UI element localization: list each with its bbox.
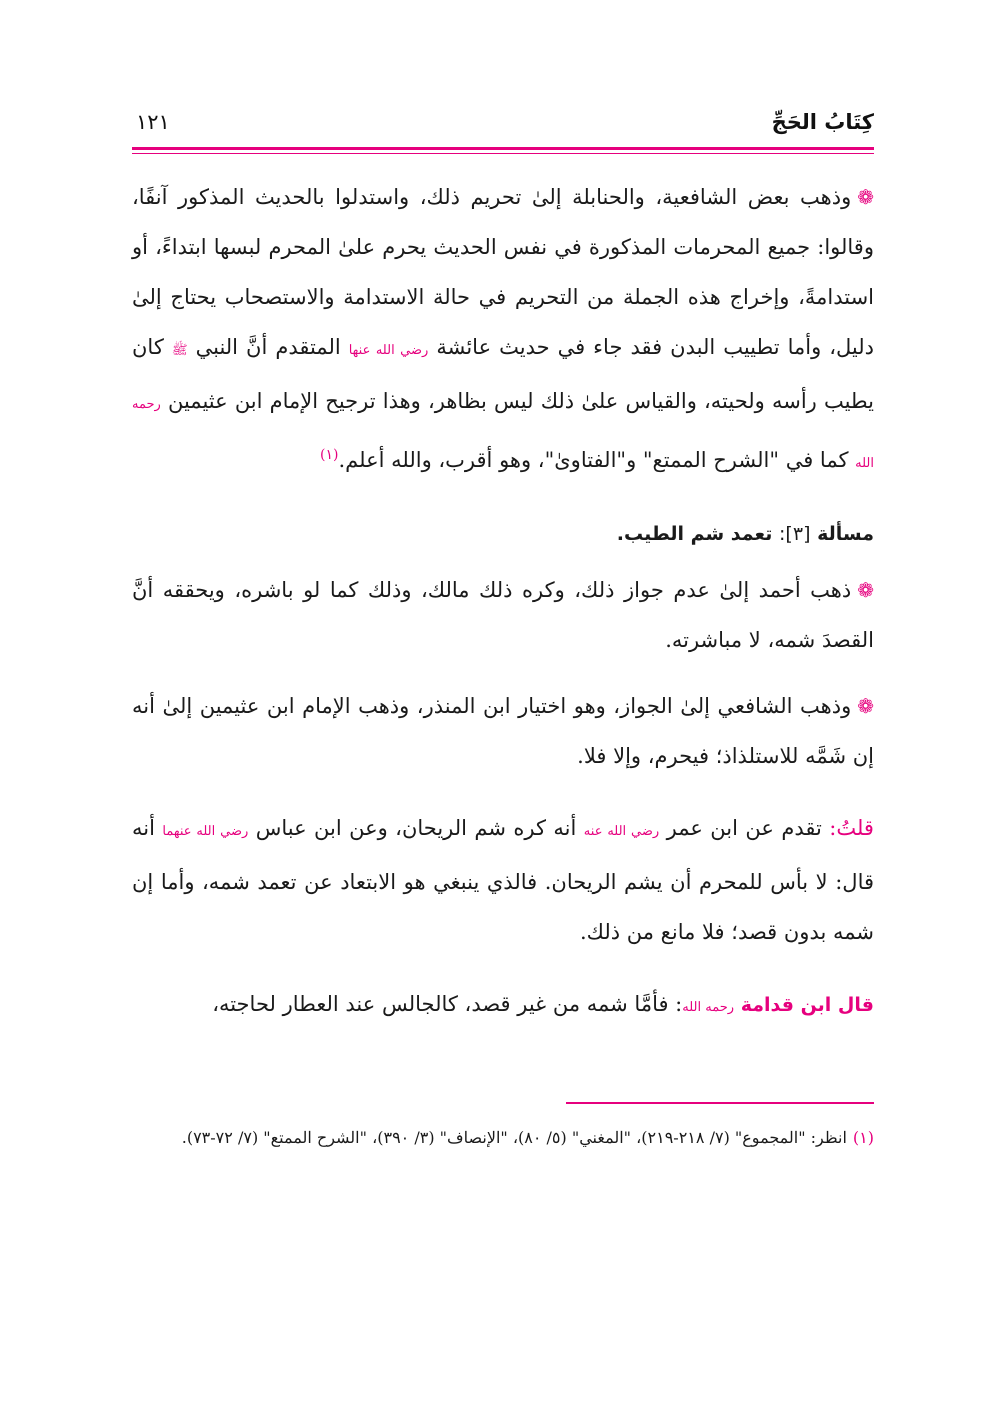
chapter-title: كِتَابُ الحَجِّ bbox=[771, 110, 874, 134]
footnote-reference[interactable]: (١) bbox=[320, 447, 339, 463]
paragraph-2 bbox=[132, 565, 874, 665]
speaker-ibn-qudamah: قال ابن قدامة bbox=[740, 994, 874, 1016]
header-rule-thick bbox=[132, 147, 874, 150]
paragraph-4 bbox=[132, 803, 874, 957]
running-header bbox=[132, 100, 874, 146]
honorific-radiya-anha: رضي الله عنها bbox=[348, 343, 429, 358]
paragraph-4-text-c: أنه قال: لا بأس للمحرم أن يشم الريحان. فالذي ينبغي هو الابتعاد عن تعمد شمه، وأما إن شمه بدون قصد؛ فلا مانع من ذلك. bbox=[132, 816, 874, 944]
flower-icon: ❁ bbox=[857, 578, 874, 602]
paragraph-5-text: : فأمَّا شمه من غير قصد، كالجالس عند العطار لحاجته، bbox=[212, 992, 683, 1016]
flower-icon: ❁ bbox=[857, 185, 874, 209]
book-page bbox=[132, 100, 874, 1310]
paragraph-1-text-c: كان يطيب رأسه ولحيته، والقياس علىٰ ذلك ليس بظاهر، وهذا ترجيح الإمام ابن عثيمين bbox=[132, 335, 874, 413]
honorific-rahimahu: رحمه الله bbox=[682, 1000, 735, 1015]
issue-number: [٣]: bbox=[779, 523, 811, 545]
flower-icon: ❁ bbox=[857, 694, 874, 718]
paragraph-5 bbox=[132, 979, 874, 1033]
paragraph-1-text-d: كما في "الشرح الممتع" و"الفتاوىٰ"، وهو أقرب، والله أعلم. bbox=[338, 448, 849, 472]
footnote-number: (١) bbox=[852, 1128, 874, 1147]
footnote-text: انظر: "المجموع" (٧/ ٢١٨-٢١٩)، "المغني" (٥/ ٨٠)، "الإنصاف" (٣/ ٣٩٠)، "الشرح الممتع" (٧/ ٧٢-٧٣). bbox=[181, 1128, 847, 1147]
issue-title: تعمد شم الطيب. bbox=[616, 523, 773, 545]
paragraph-4-text-b: أنه كره شم الريحان، وعن ابن عباس bbox=[255, 816, 577, 840]
qultu-label: قلتُ: bbox=[829, 816, 874, 840]
paragraph-1 bbox=[132, 172, 874, 489]
honorific-rahimahu: رحمه الله bbox=[132, 397, 874, 471]
paragraph-3 bbox=[132, 681, 874, 781]
page-number: ١٢١ bbox=[136, 110, 170, 134]
honorific-radiya-anhu: رضي الله عنه bbox=[583, 824, 660, 839]
footnote-separator bbox=[566, 1102, 874, 1104]
issue-heading bbox=[132, 517, 874, 551]
page-body bbox=[132, 172, 874, 1033]
issue-label: مسألة bbox=[817, 523, 874, 545]
paragraph-2-text: ذهب أحمد إلىٰ عدم جواز ذلك، وكره ذلك مالك، وذلك كما لو باشره، ويحققه أنَّ القصدَ شمه، لا مباشرته. bbox=[132, 578, 874, 652]
honorific-radiya-anhuma: رضي الله عنهما bbox=[162, 824, 249, 839]
paragraph-3-text: وذهب الشافعي إلىٰ الجواز، وهو اختيار ابن المنذر، وذهب الإمام ابن عثيمين إلىٰ أنه إن شَمَّه للاستلذاذ؛ فيحرم، وإلا فلا. bbox=[132, 694, 874, 768]
paragraph-1-text-b: المتقدم أنَّ النبي bbox=[195, 335, 341, 359]
honorific-salla: ﷺ bbox=[171, 343, 188, 358]
paragraph-1-text-a: وذهب بعض الشافعية، والحنابلة إلىٰ تحريم ذلك، واستدلوا بالحديث المذكور آنفًا، وقالوا: جميع المحرمات المذكورة في نفس الحديث يحرم علىٰ المحرم لبسها ابتداءً، أو استدامةً، وإخراج هذه الجملة من التحريم في حالة الاستدامة والاستصحاب يحتاج إلىٰ دليل، وأما تطييب البدن فقد جاء في حديث عائشة bbox=[132, 185, 874, 359]
footnote bbox=[132, 1122, 874, 1154]
paragraph-4-text-a: تقدم عن ابن عمر bbox=[666, 816, 822, 840]
header-rule-thin bbox=[132, 153, 874, 154]
